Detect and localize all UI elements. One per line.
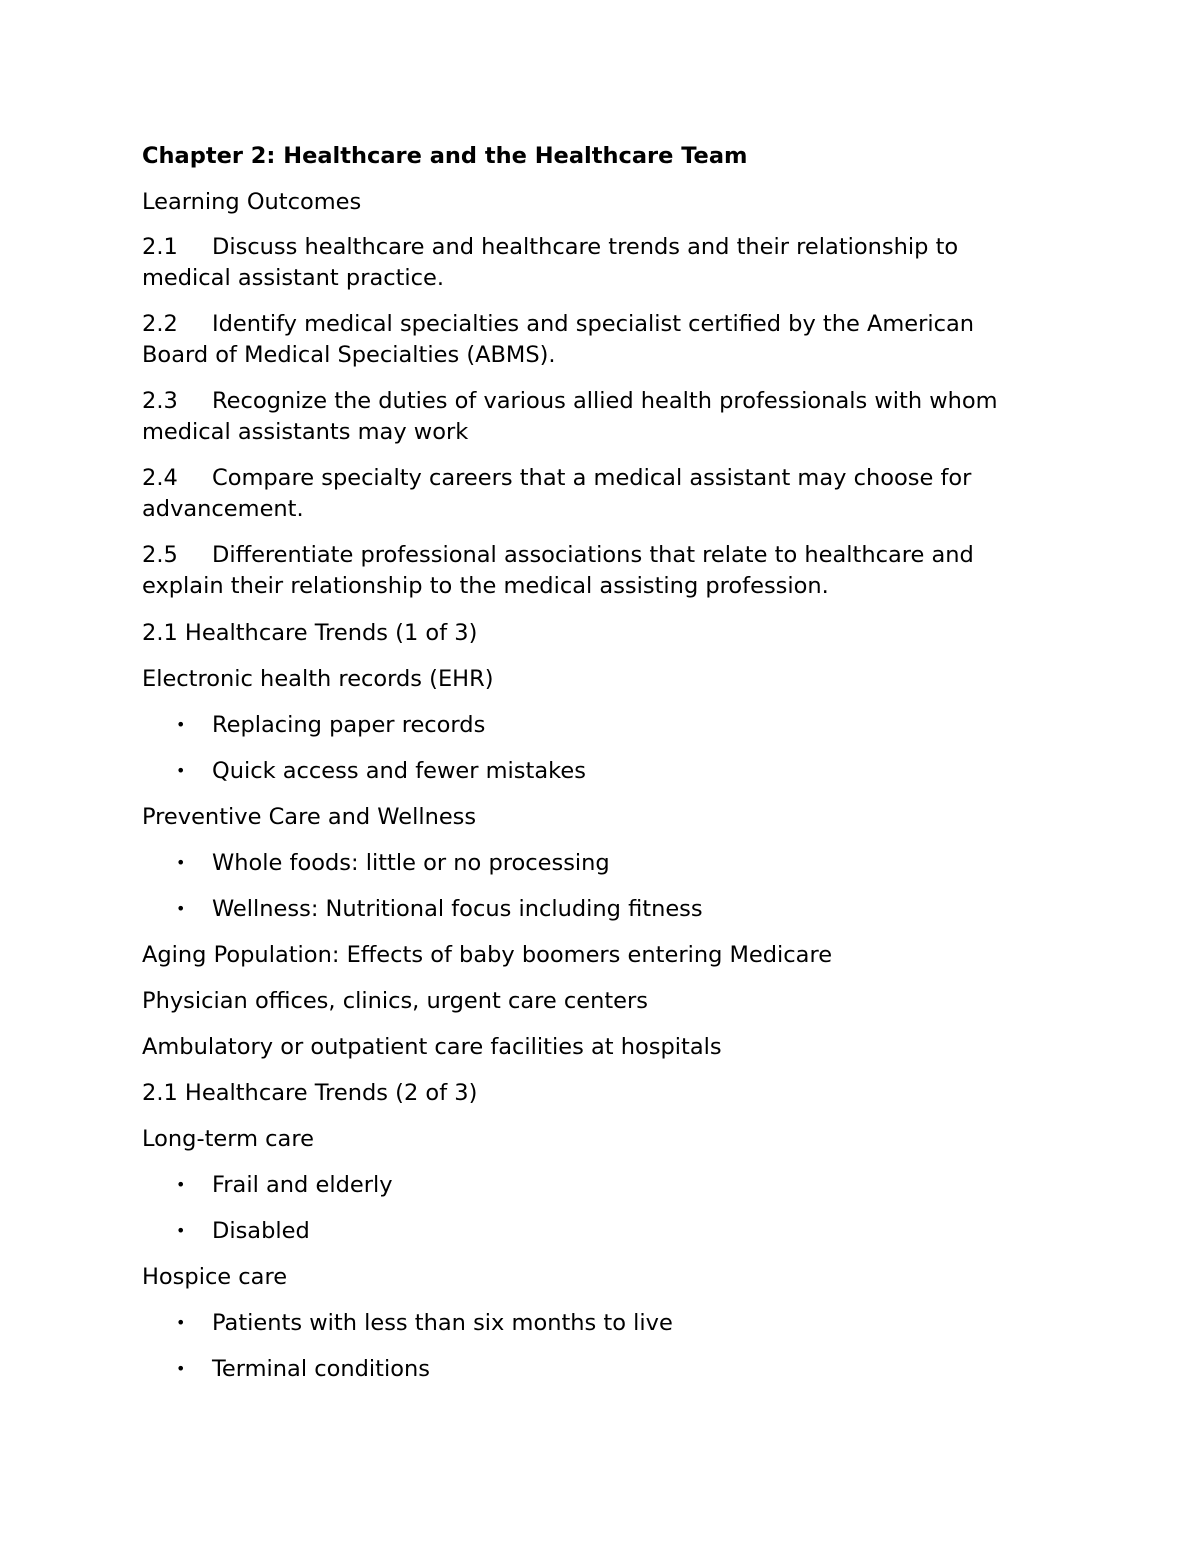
aging-population-text: Aging Population: Effects of baby boomers entering Medicare xyxy=(142,942,833,968)
list-item xyxy=(142,755,1062,787)
list-item-text: Wellness: Nutritional focus including fitness xyxy=(212,896,703,922)
list-item xyxy=(142,893,1062,925)
chapter-title: Chapter 2: Healthcare and the Healthcare Team xyxy=(142,143,748,169)
hospice-care-heading: Hospice care xyxy=(142,1264,288,1290)
list-item-text: Replacing paper records xyxy=(212,712,486,738)
bullet-icon: • xyxy=(176,853,186,872)
outcome-text: Recognize the duties of various allied health professionals with whom xyxy=(212,388,998,414)
list-item-text: Quick access and fewer mistakes xyxy=(212,758,586,784)
ambulatory-care-text: Ambulatory or outpatient care facilities at hospitals xyxy=(142,1034,722,1060)
physician-offices-text: Physician offices, clinics, urgent care centers xyxy=(142,988,648,1014)
list-item xyxy=(142,1307,1062,1339)
bullet-icon: • xyxy=(176,1221,186,1240)
list-item xyxy=(142,847,1062,879)
ehr-heading: Electronic health records (EHR) xyxy=(142,666,494,692)
list-item xyxy=(142,709,1062,741)
outcome-text: Identify medical specialties and specialist certified by the American xyxy=(212,311,975,337)
preventive-care-heading: Preventive Care and Wellness xyxy=(142,804,477,830)
outcome-number: 2.5 xyxy=(142,542,178,568)
list-item xyxy=(142,1169,1062,1201)
list-item-text: Whole foods: little or no processing xyxy=(212,850,610,876)
outcome-item xyxy=(142,463,1062,525)
outcome-text: Compare specialty careers that a medical assistant may choose for xyxy=(212,465,972,491)
bullet-icon: • xyxy=(176,715,186,734)
outcome-item xyxy=(142,309,1062,371)
bullet-icon: • xyxy=(176,1359,186,1378)
bullet-icon: • xyxy=(176,1175,186,1194)
outcome-number: 2.1 xyxy=(142,234,178,260)
list-item-text: Frail and elderly xyxy=(212,1172,393,1198)
outcome-text-continued: medical assistant practice. xyxy=(142,265,445,291)
outcome-text: Discuss healthcare and healthcare trends and their relationship to xyxy=(212,234,959,260)
document-page xyxy=(142,140,1062,1399)
list-item xyxy=(142,1353,1062,1385)
bullet-icon: • xyxy=(176,1313,186,1332)
list-item-text: Terminal conditions xyxy=(212,1356,430,1382)
long-term-care-heading: Long-term care xyxy=(142,1126,314,1152)
outcome-number: 2.3 xyxy=(142,388,178,414)
outcome-number: 2.4 xyxy=(142,465,178,491)
bullet-icon: • xyxy=(176,899,186,918)
outcome-text-continued: Board of Medical Specialties (ABMS). xyxy=(142,342,556,368)
outcome-item xyxy=(142,386,1062,448)
list-item-text: Disabled xyxy=(212,1218,310,1244)
outcome-number: 2.2 xyxy=(142,311,178,337)
learning-outcomes-heading: Learning Outcomes xyxy=(142,189,362,215)
outcome-item xyxy=(142,540,1062,602)
bullet-icon: • xyxy=(176,761,186,780)
outcome-item xyxy=(142,232,1062,294)
section-heading: 2.1 Healthcare Trends (1 of 3) xyxy=(142,620,478,646)
outcome-text-continued: medical assistants may work xyxy=(142,419,469,445)
list-item xyxy=(142,1215,1062,1247)
outcome-text-continued: explain their relationship to the medical assisting profession. xyxy=(142,573,829,599)
outcome-text: Differentiate professional associations that relate to healthcare and xyxy=(212,542,974,568)
list-item-text: Patients with less than six months to live xyxy=(212,1310,673,1336)
outcome-text-continued: advancement. xyxy=(142,496,304,522)
section-heading: 2.1 Healthcare Trends (2 of 3) xyxy=(142,1080,478,1106)
